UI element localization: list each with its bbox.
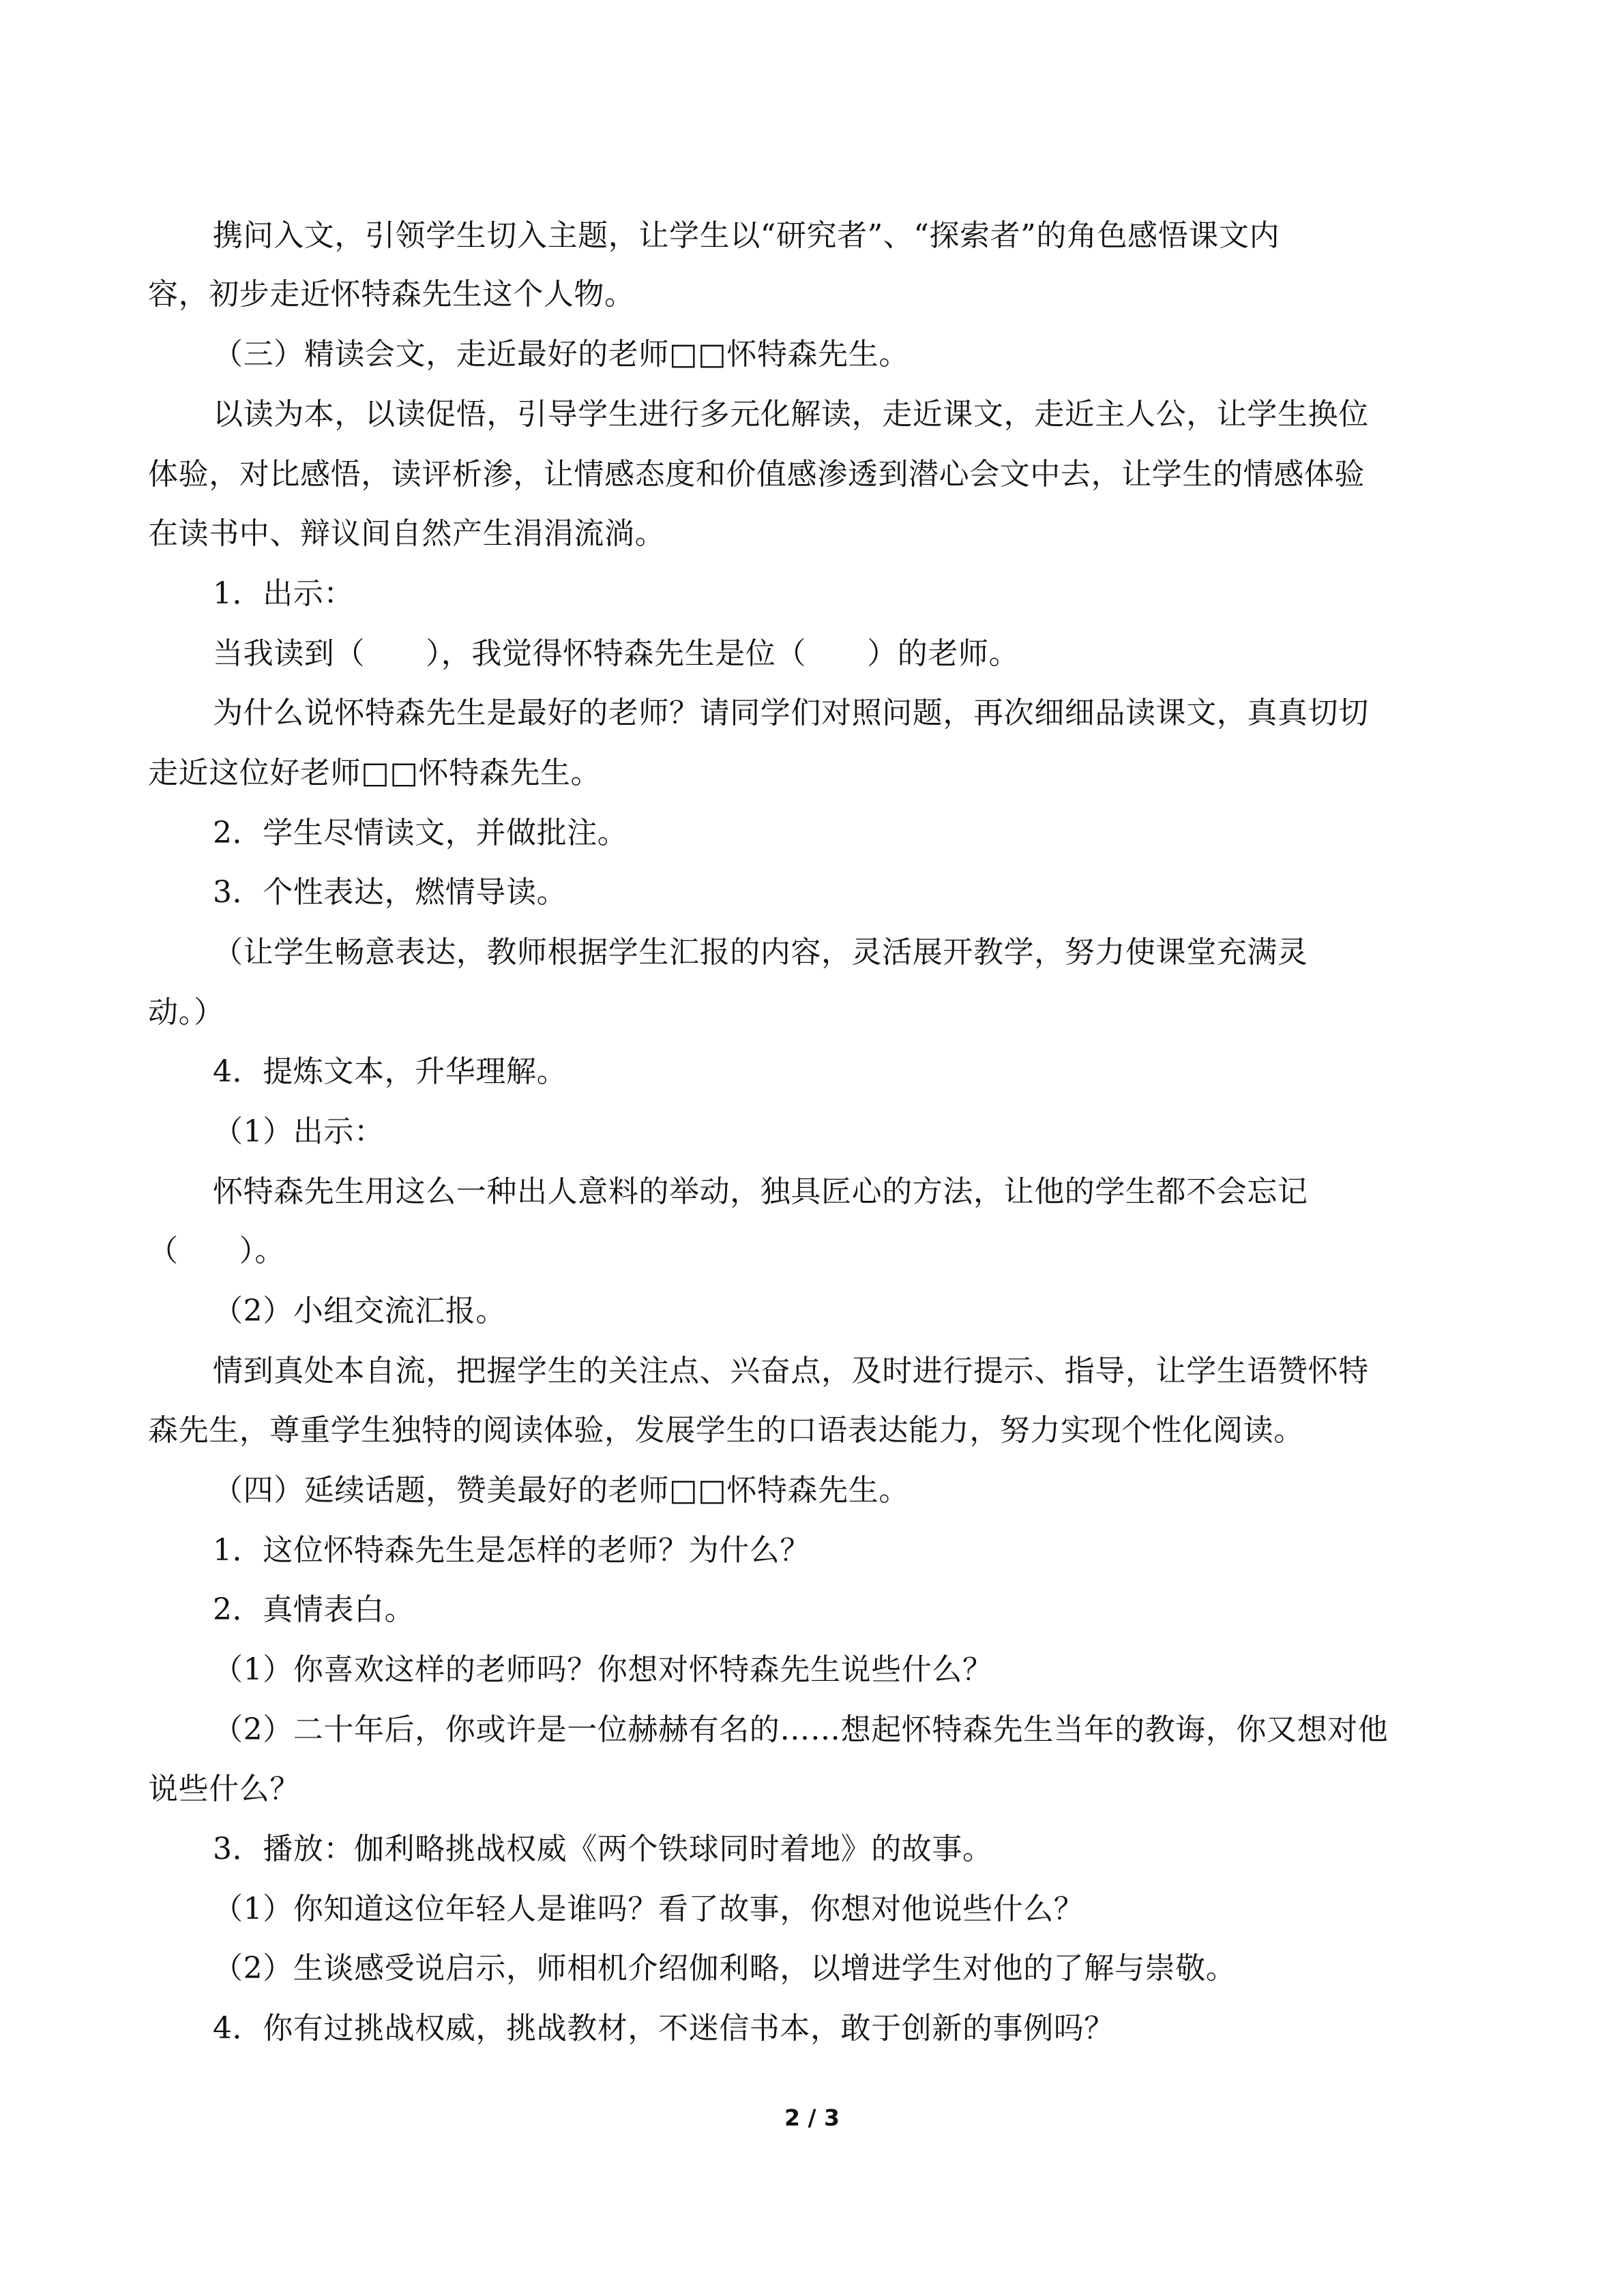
list-item: 2．真情表白。 bbox=[213, 1592, 415, 1627]
body-line: 以读为本，以读促悟，引导学生进行多元化解读，走近课文，走近主人公，让学生换位 bbox=[213, 397, 1369, 432]
list-item: 4．提炼文本，升华理解。 bbox=[213, 1054, 567, 1089]
section-heading: （三）精读会文，走近最好的老师□□怀特森先生。 bbox=[213, 337, 909, 372]
body-line: 为什么说怀特森先生是最好的老师？请同学们对照问题，再次细细品读课文，真真切切 bbox=[213, 696, 1369, 730]
list-item: （2）二十年后，你或许是一位赫赫有名的……想起怀特森先生当年的教诲，你又想对他 bbox=[213, 1712, 1389, 1747]
body-line: 携问入文，引领学生切入主题，让学生以“研究者”、“探索者”的角色感悟课文内 bbox=[213, 218, 1280, 253]
body-line: 怀特森先生用这么一种出人意料的举动，独具匠心的方法，让他的学生都不会忘记 bbox=[213, 1174, 1308, 1209]
list-item: 3．个性表达，燃情导读。 bbox=[213, 875, 567, 910]
body-line: 说些什么？ bbox=[148, 1772, 300, 1806]
list-item: 2．学生尽情读文，并做批注。 bbox=[213, 816, 628, 850]
list-item: 1．这位怀特森先生是怎样的老师？为什么？ bbox=[213, 1533, 810, 1568]
list-item: （2）小组交流汇报。 bbox=[213, 1294, 506, 1328]
body-line: 森先生，尊重学生独特的阅读体验，发展学生的口语表达能力，努力实现个性化阅读。 bbox=[148, 1413, 1304, 1448]
body-line: 体验，对比感悟，读评析渗，让情感态度和价值感渗透到潜心会文中去，让学生的情感体验 bbox=[148, 457, 1365, 492]
list-item: （1）出示： bbox=[213, 1114, 385, 1149]
body-line: 动。） bbox=[148, 995, 224, 1030]
body-line: 走近这位好老师□□怀特森先生。 bbox=[148, 756, 602, 790]
list-item: 1．出示： bbox=[213, 576, 354, 611]
body-line: 在读书中、辩议间自然产生涓涓流淌。 bbox=[148, 516, 666, 551]
body-line: （ ）。 bbox=[148, 1234, 285, 1268]
body-line: 当我读到（ ），我觉得怀特森先生是位（ ）的老师。 bbox=[213, 636, 1020, 671]
body-line: 容，初步走近怀特森先生这个人物。 bbox=[148, 277, 635, 312]
page-number: 2 / 3 bbox=[784, 2104, 840, 2131]
list-item: 3．播放：伽利略挑战权威《两个铁球同时着地》的故事。 bbox=[213, 1832, 993, 1866]
section-heading: （四）延续话题，赞美最好的老师□□怀特森先生。 bbox=[213, 1473, 909, 1508]
list-item: （1）你知道这位年轻人是谁吗？看了故事，你想对他说些什么？ bbox=[213, 1892, 1084, 1926]
list-item: （2）生谈感受说启示，师相机介绍伽利略，以增进学生对他的了解与崇敬。 bbox=[213, 1951, 1237, 1986]
list-item: （1）你喜欢这样的老师吗？你想对怀特森先生说些什么？ bbox=[213, 1652, 993, 1687]
body-line: 情到真处本自流，把握学生的关注点、兴奋点，及时进行提示、指导，让学生语赞怀特 bbox=[213, 1354, 1369, 1388]
list-item: 4．你有过挑战权威，挑战教材，不迷信书本，敢于创新的事例吗？ bbox=[213, 2011, 1114, 2046]
body-line: （让学生畅意表达，教师根据学生汇报的内容，灵活展开教学，努力使课堂充满灵 bbox=[213, 935, 1308, 970]
